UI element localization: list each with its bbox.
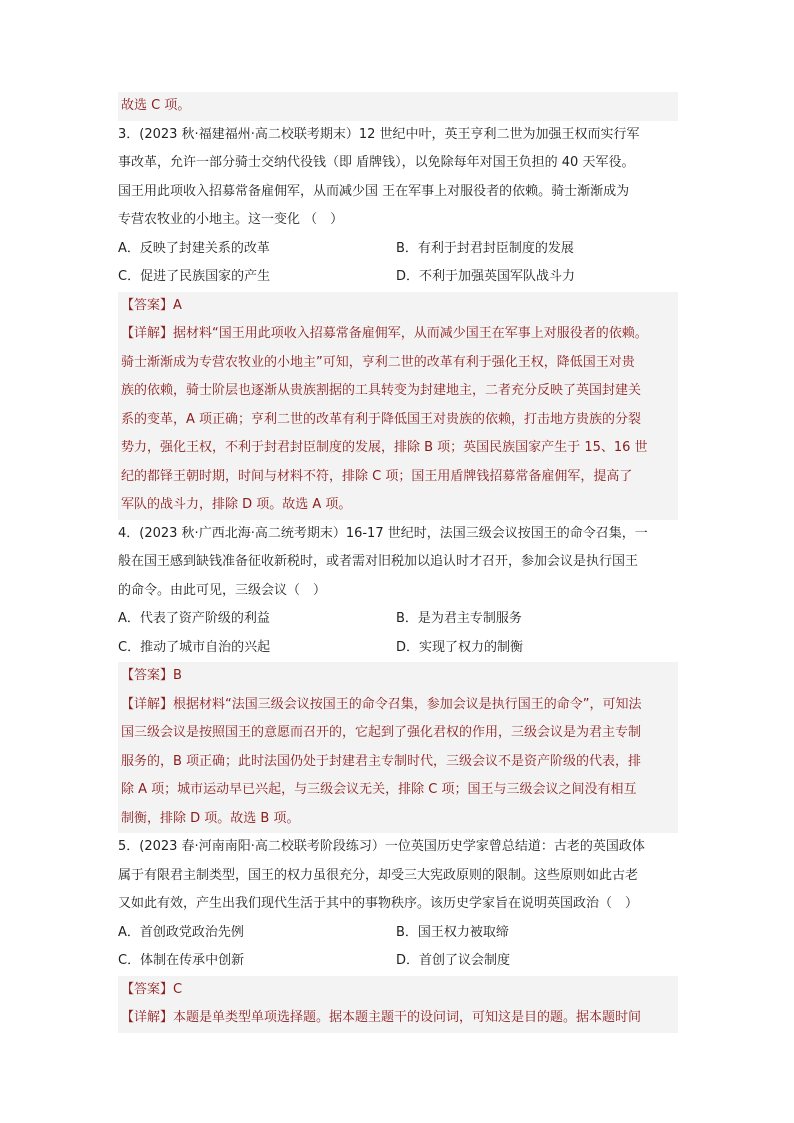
explanation-line: 【详解】据材料“国王用此项收入招募常备雇佣军，从而减少国王在军事上对服役者的依赖。 <box>118 320 678 349</box>
explanation-line: 制衡，排除 D 项。故选 B 项。 <box>118 805 678 834</box>
option-d: D．首创了议会制度 <box>396 953 511 968</box>
question-stem-line: 4．(2023 秋·广西北海·高二统考期末）16-17 世纪时，法国三级会议按国王的命令召集，一 <box>118 525 648 541</box>
option-b: B．有利于封君封臣制度的发展 <box>396 240 574 256</box>
question-stem-line: 5．(2023 春·河南南阳·高二校联考阶段练习）一位英国历史学家曾总结道：古老的英国政体 <box>118 839 645 854</box>
question-5 <box>118 833 678 1033</box>
option-c: C．体制在传承中创新 <box>118 953 245 968</box>
option-b: B．是为君主专制服务 <box>396 611 522 626</box>
option-row <box>118 235 678 264</box>
document-page <box>118 92 678 1033</box>
explanation-line: 骑士渐渐成为专营农牧业的小地主”可知，亨利二世的改革有利于强化王权，降低国王对贵 <box>118 349 678 378</box>
explanation-line: 势力，强化王权，不利于封君封臣制度的发展，排除 B 项；英国民族国家产生于 15、16 世 <box>118 434 678 463</box>
explanation-line: 纪的都铎王朝时期，时间与材料不符，排除 C 项；国王用盾牌钱招募常备雇佣军，提高了 <box>118 463 678 492</box>
question-3 <box>118 121 678 520</box>
question-stem-line: 又如此有效，产生出我们现代生活于其中的事物秩序。该历史学家旨在说明英国政治（ ） <box>118 896 639 911</box>
question-stem-line: 的命令。由此可见，三级会议（ ） <box>118 582 327 598</box>
explanation-line: 国三级会议是按照国王的意愿而召开的，它起到了强化君权的作用，三级会议是为君主专制 <box>118 719 678 748</box>
answer-label: 【答案】B <box>118 662 678 691</box>
question-stem-line: 国王用此项收入招募常备雇佣军，从而减少国 王在军事上对服役者的依赖。骑士渐渐成为 <box>118 183 630 199</box>
option-a: A．反映了封建关系的改革 <box>118 240 270 256</box>
option-a: A．首创政党政治先例 <box>118 924 244 940</box>
option-row <box>118 947 678 976</box>
explanation-line: 族的依赖，骑士阶层也逐渐从贵族割据的工具转变为封建地主，二者充分反映了英国封建关 <box>118 377 678 406</box>
question-stem-line: 般在国王感到缺钱准备征收新税时，或者需对旧税加以追认时才召开，参加会议是执行国王 <box>118 554 639 569</box>
question-stem-line: 3．(2023 秋·福建福州·高二校联考期末）12 世纪中叶，英王亨利二世为加强王权而实行军 <box>118 126 640 142</box>
explanation-line: 【详解】本题是单类型单项选择题。据本题主题干的设问词，可知这是目的题。据本题时间 <box>118 1004 678 1033</box>
option-d: D．实现了权力的制衡 <box>396 639 524 655</box>
option-b: B．国王权力被取缔 <box>396 924 509 940</box>
answer-label: 【答案】C <box>118 976 678 1005</box>
explanation-line: 【详解】根据材料“法国三级会议按国王的命令召集，参加会议是执行国王的命令”，可知法 <box>118 691 678 720</box>
question-stem-line: 事改革，允许一部分骑士交纳代役钱（即 盾牌钱），以免除每年对国王负担的 40 天军役。 <box>118 155 635 170</box>
option-c: C．促进了民族国家的产生 <box>118 269 271 284</box>
answer-label: 【答案】A <box>118 292 678 321</box>
explanation-line: 系的变革，A 项正确；亨利二世的改革有利于降低国王对贵族的依赖，打击地方贵族的分裂 <box>118 406 678 435</box>
previous-answer-conclusion: 故选 C 项。 <box>118 92 678 121</box>
question-stem-line: 专营农牧业的小地主。这一变化 （ ） <box>118 212 344 227</box>
option-a: A．代表了资产阶级的利益 <box>118 611 270 626</box>
option-row <box>118 634 678 663</box>
option-row <box>118 919 678 948</box>
question-stem-line: 属于有限君主制类型，国王的权力虽很充分，却受三大宪政原则的限制。这些原则如此古老 <box>118 867 639 883</box>
explanation-line: 除 A 项；城市运动早已兴起，与三级会议无关，排除 C 项；国王与三级会议之间没有相互 <box>118 776 678 805</box>
explanation-line: 军队的战斗力，排除 D 项。故选 A 项。 <box>118 491 678 520</box>
explanation-line: 服务的，B 项正确；此时法国仍处于封建君主专制时代，三级会议不是资产阶级的代表，排 <box>118 748 678 777</box>
option-row <box>118 605 678 634</box>
option-row <box>118 263 678 292</box>
option-d: D．不利于加强英国军队战斗力 <box>396 269 576 284</box>
question-4 <box>118 520 678 834</box>
option-c: C．推动了城市自治的兴起 <box>118 639 271 655</box>
